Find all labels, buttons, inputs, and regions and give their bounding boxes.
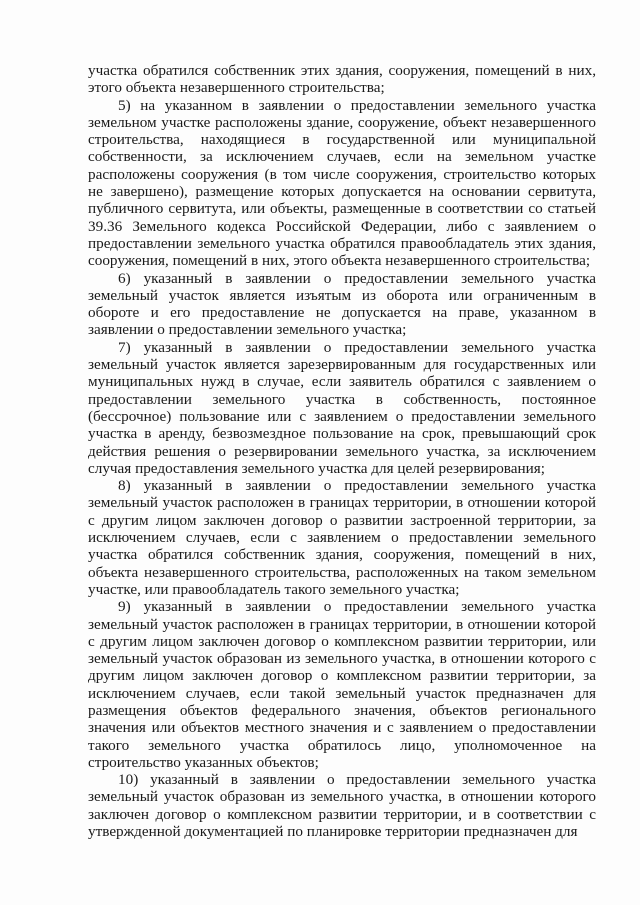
paragraph-item-8: 8) указанный в заявлении о предоставлении земельного участка земельный участок расположен в границах территории, в отношении которой с другим лицом заключен договор о развитии застроенной территории, за исключением случаев, если с заявлением о предоставлении земельного участка обратился собственник здания, сооружения, помещений в них, объекта незавершенного строительства, расположенных на таком земельном участке, или правообладатель такого земельного участка; xyxy=(88,477,596,598)
paragraph-item-10: 10) указанный в заявлении о предоставлении земельного участка земельный участок образован из земельного участка, в отношении которого заключен договор о комплексном развитии территории, и в соответствии с утвержденной документацией по планировке территории предназначен для xyxy=(88,771,596,841)
paragraph-item-6: 6) указанный в заявлении о предоставлении земельного участка земельный участок является изъятым из оборота или ограниченным в обороте и его предоставление не допускается на праве, указанном в заявлении о предоставлении земельного участка; xyxy=(88,269,596,339)
paragraph-item-5: 5) на указанном в заявлении о предоставлении земельного участка земельном участке расположены здание, сооружение, объект незавершенного строительства, находящиеся в государственной или муниципальной собственности, за исключением случаев, если на земельном участке расположены сооружения (в том числе сооружения, строительство которых не завершено), размещение которых допускается на основании сервитута, публичного сервитута, или объекты, размещенные в соответствии со статьей 39.36 Земельного кодекса Российской Федерации, либо с заявлением о предоставлении земельного участка обратился правообладатель этих здания, сооружения, помещений в них, этого объекта незавершенного строительства; xyxy=(88,96,596,270)
paragraph-item-7: 7) указанный в заявлении о предоставлении земельного участка земельный участок является зарезервированным для государственных или муниципальных нужд в случае, если заявитель обратился с заявлением о предоставлении земельного участка в собственность, постоянное (бессрочное) пользование или с заявлением о предоставлении земельного участка в аренду, безвозмездное пользование на срок, превышающий срок действия решения о резервировании земельного участка, за исключением случая предоставления земельного участка для целей резервирования; xyxy=(88,338,596,477)
paragraph-continuation: участка обратился собственник этих здания, сооружения, помещений в них, этого объекта незавершенного строительства; xyxy=(88,62,596,97)
document-body xyxy=(88,62,596,840)
paragraph-item-9: 9) указанный в заявлении о предоставлении земельного участка земельный участок расположен в границах территории, в отношении которой с другим лицом заключен договор о комплексном развитии территории, или земельный участок образован из земельного участка, в отношении которого с другим лицом заключен договор о комплексном развитии территории, за исключением случаев, если такой земельный участок предназначен для размещения объектов федерального значения, объектов регионального значения или объектов местного значения и с заявлением о предоставлении такого земельного участка обратилось лицо, уполномоченное на строительство указанных объектов; xyxy=(88,598,596,771)
